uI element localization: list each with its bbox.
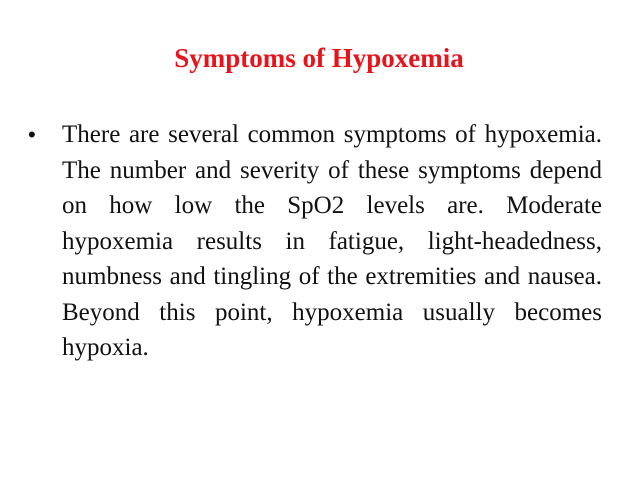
slide-title: Symptoms of Hypoxemia [174,43,464,73]
bullet-list [28,117,602,366]
bullet-text: There are several common symptoms of hypoxemia. The number and severity of these symptoms depend on how low the SpO2 levels are. Moderate hypoxemia results in fatigue, light-headedness, numbness and tingling of the extremities and nausea. Beyond this point, hypoxemia usually becomes hypoxia. [62,121,602,361]
bullet-dot-icon: • [28,122,36,147]
bullet-item [28,117,602,366]
